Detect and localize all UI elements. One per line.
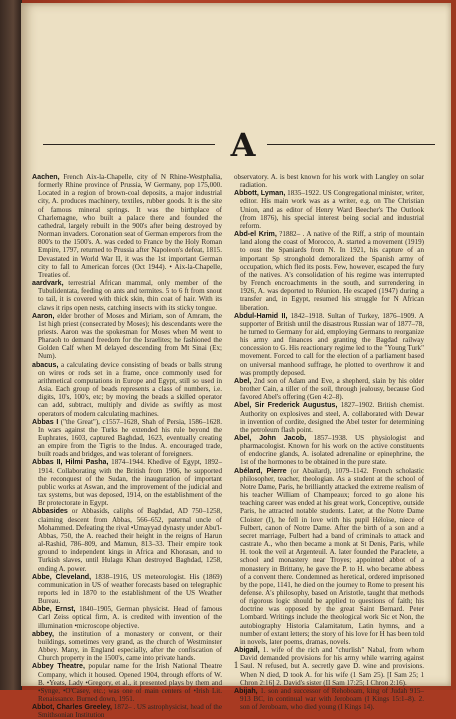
entry-definition: 2nd son of Adam and Eve, a shepherd, slain by his older brother Cain, a tiller of the soil, through jealousy, because God favored Abel's offering (Gen 4:2–8).: [240, 376, 424, 402]
section-header: [43, 125, 435, 165]
entry-definition: French Aix-la-Chapelle, city of N Rhine-Westphalia, formerly Rhine province of Prussia, W Germany, pop 175,000. Located in a region of brown-coal deposits, a major industrial city, A. produces machinery, textiles, rubber goods. It is the site of famous mineral springs. It was the birthplace of Charlemagne, who built a palace there and founded the cathedral, largely rebuilt in the 900's after being destroyed by Norman invaders. Coronation seat of German emperors from the 800's to the 1500's. A. was ceded to France by the Holy Roman Empire, 1797, returned to Prussia after Napoleon's defeat, 1815. Devastated in World War II, it was the 1st important German city to fall to American forces (Oct 1944). • Aix-la-Chapelle, Treaties of.: [38, 173, 222, 279]
dictionary-entry: [32, 605, 222, 629]
entry-definition: or Abbasids, caliphs of Baghdad, AD 750–1258, claiming descent from Abbas, 566–652, paternal uncle of Mohammed. Defeating the rival •Umayyad dynasty under Abu'l-Abbas, 750, the A. reached their height in the reigns of Harun al-Rashid, 786–809, and Mamun, 813–33. Their empire took ground to independent kings in Africa and Khorasan, and to Turkish slaves, until Hulagu Khan destroyed Baghdad, 1258, ending A. power.: [38, 507, 222, 573]
entry-headword: Abigail,: [234, 646, 260, 655]
entry-definition: ?1882– . A native of the Riff, a strip of mountain land along the coast of Morocco, A. started a movement (1919) to oust the Spaniards from N. In 1921, his capture of an important Sp stronghold demoralized the Spanish army of occupation, which fled its posts. Few, however, escaped the fury of the natives. A's consolidation of his regime was interrupted by French encroachments in the south, and surrendering in 1926, A. was deported to Réunion. He escaped (1947) during a transfer and, in Egypt, resumed his struggle for N African liberation.: [240, 230, 424, 312]
dictionary-entry: [234, 312, 424, 377]
entry-headword: Abbott, Lyman,: [234, 189, 286, 198]
dictionary-entry: [32, 361, 222, 418]
entry-definition: a calculating device consisting of beads or balls strung on wires or rods set in a frame, once commonly used for arithmetical computations in Europe and Egypt, still so used in Asia. Each group of beads represents a class of numbers, i.e. digits, 10's, 100's, etc; by moving the beads a skilled operator can add, subtract, multiply and divide as swiftly as most operators of modern calculating machines.: [38, 360, 222, 418]
entry-definition: observatory. A. is best known for his work with Langley on solar radiation.: [234, 173, 424, 190]
entry-headword: Abijah,: [234, 686, 258, 695]
entry-headword: Abdul-Hamid II,: [234, 311, 288, 320]
dictionary-entry: [234, 687, 424, 711]
dictionary-entry: [234, 467, 424, 646]
entry-headword: Abel, John Jacob,: [234, 434, 307, 442]
dictionary-entry: [234, 173, 424, 189]
book-spine: [0, 0, 22, 690]
entry-headword: abacus,: [32, 360, 59, 369]
entry-definition: 1. wife of the rich and "churlish" Nabal, from whom David demanded provisions for his army while warring against Saul. N refused, but A. secretly gave D. wine and provisions. When N died, D took A. for his wife (1 Sam 25). [I Sam 25; 1 Chron 2:16] 2. David's sister (II Sam 17:25; I Chron 2:16).: [240, 646, 424, 687]
entry-definition: 1857–1938. US physiologist and pharmacologist. Known for his work on the active constituents of endocrine glands, A. isolated adrenaline or epinephrine, the 1st of the hormones to be obtained in the pure state.: [240, 434, 424, 467]
dictionary-entry: [32, 630, 222, 663]
entry-headword: Abel, Sir Frederick Augustus,: [234, 401, 338, 410]
entry-headword: Abbe, Ernst,: [32, 605, 76, 614]
entry-headword: Abélard, Pierre: [234, 466, 287, 475]
dictionary-entry: [32, 703, 222, 719]
entry-headword: Abbot, Charles Greeley,: [32, 703, 112, 712]
entry-headword: Aachen,: [32, 173, 60, 181]
page-number: 1: [233, 660, 239, 670]
left-column: [32, 173, 223, 719]
entry-headword: Abd-el Krim,: [234, 230, 277, 239]
dictionary-entry: [234, 189, 424, 230]
entry-definition: popular name for the Irish National Theatre Company, which it housed. Opened 1904, through efforts of W. B. •Yeats, Lady •Gregory, et al., it presented plays by them and •Synge, •O'Casey, etc.; was one of main centers of •Irish Lit. Renaissance. Burned down, 1951.: [38, 662, 222, 703]
dictionary-entry: [32, 279, 222, 312]
dictionary-entry: [32, 507, 222, 572]
entry-definition: 1840–1905, German physicist. Head of famous Carl Zeiss optical firm, A. is credited with invention of the illumination •microscope objective.: [38, 605, 223, 630]
entry-definition: 1835–1922. US Congregational minister, writer, editor. His main work was as a writer, e.g. on The Christian Union, and as editor of Henry Ward Beecher's The Outlook (from 1876), his special interest being social and industrial reform.: [240, 189, 424, 230]
entry-headword: Abel,: [234, 376, 252, 385]
header-rule-right: [267, 144, 435, 145]
dictionary-entry: [234, 434, 424, 467]
entry-headword: Abbasides: [32, 507, 68, 516]
dictionary-entry: [234, 230, 424, 312]
entry-headword: aardvark,: [32, 279, 64, 288]
entry-definition: 1827–1902. British chemist. Authority on explosives and steel, A. collaborated with Dewar in invention of cordite, designed the Abel tester for determining the petroleum flash point.: [240, 401, 424, 434]
section-letter: A: [230, 126, 256, 164]
entry-definition: elder brother of Moses and Miriam, son of Amram, the 1st high priest (consecrated by Moses); his descendants were the priests. Aaron was the spokesman for Moses when M went to Pharaoh to demand freedom for the Israelites; he fashioned the Golden Calf when M delayed descending from Mt Sinai (Ex; Num).: [38, 311, 222, 361]
entry-definition: 1842–1918. Sultan of Turkey, 1876–1909. A supporter of British until the disastrous Russian war of 1877–78, he turned to Germany for aid, employing Germans to reorganize his army and finances and granting the Bagdad railway concession to G. His reactionary regime led to the "Young Turk" movement. Forced to call for the election of a parliament based on universal manhood suffrage, he plotted to overthrow it and was promptly deposed.: [240, 311, 424, 377]
entry-headword: Abbey Theatre,: [32, 662, 85, 671]
dictionary-entry: [32, 458, 222, 507]
entry-definition: 1. son and successor of Rehoboam, king of Judah 915–913 BC, in continual war with Jeroboam (I Kings 15:1–8). 2. son of Jeroboam, who died young (I Kings 14).: [240, 686, 424, 712]
header-rule-left: [43, 144, 215, 145]
entry-definition: 1838–1916, US meteorologist. His (1869) communication in US of weather forecasts based on telegraphic reports led in 1870 to the establishment of the US Weather Bureau.: [38, 572, 222, 606]
entry-definition: the institution of a monastery or convent, or their buildings, sometimes very grand, as the church of Westminster Abbey. Many, in England especially, after the confiscation of Church property in the 1500's, came into private hands.: [38, 629, 223, 663]
dictionary-entry: [234, 401, 424, 434]
dictionary-entry: [32, 312, 222, 361]
entry-headword: Abbe, Cleveland,: [32, 572, 92, 581]
dictionary-entry: [32, 418, 222, 459]
dictionary-entry: [32, 173, 222, 279]
dictionary-entry: [32, 573, 222, 606]
entry-definition: (or Abailard), 1079–1142. French scholastic philosopher, teacher, theologian. As a student at the school of Notre Dame, Paris, he brilliantly attacked the extreme realism of his teacher William of Champeaux; forced to go alone his teaching career was ended at his great work, Conceptive, outside Paris, he attracted notable students. Later, at the Notre Dame Cloister (I), he fell in love with his pupil Héloïse, niece of Fulbert, canon of Notre Dame. After the birth of a son and a secret marriage, Fulbert had a band of criminals to attack and castrate A., who then became a monk at St Denis, Paris, while H. took the veil at Argenteuil. A. later founded the Paraclete, a school and monastery near Troyes; appointed abbot of a monastery in Brittany, he gave the P. to H. who became abbess of a convent there. Condemned as heretical, ordered imprisoned by the pope, 1141, he died on the journey to Rome to present his defense. A's philosophy, based on Aristotle, taught that methods of rigorous logic should be applied to questions of faith; his doctrine was opposed by the great Saint Bernard. Peter Lombard. Writings include the theological work Sic et Non, the autobiography Historia Calamitatum, Latin hymns, and a number of extant letters; the story of his love for H has been told in novels, later poems, dramas, novels.: [240, 466, 425, 646]
entry-headword: abbey,: [32, 629, 54, 638]
entry-headword: Abbas I: [32, 417, 59, 426]
entry-definition: 1872– . US astrophysicist, head of the Smithsonian Institution: [38, 703, 222, 719]
right-column: [234, 173, 425, 712]
entry-definition: terrestrial African mammal, only member of the Tubulidentata, feeding on ants and termites. 5 to 6 ft from snout to tail, it is covered with thick skin, thin coat of hair. With its claws it rips open nests, catching insects with its sticky tongue.: [38, 279, 222, 312]
entry-headword: Abbas II, Hilmi Pasha,: [32, 458, 109, 467]
dictionary-entry: [234, 377, 424, 401]
entry-headword: Aaron,: [32, 311, 55, 320]
dictionary-page: [21, 3, 451, 719]
entry-definition: 1874–1944. Khedive of Egypt, 1892–1914. Collaborating with the British from 1906, he supported the reconquest of the Sudan, the inauguration of important public works at Aswan, and the improvement of the judicial and tax systems, but was deposed, 1914, on the establishment of the Br protectorate in Egypt.: [38, 458, 222, 508]
entry-definition: ("the Great"), c1557–1628, Shah of Persia, 1586–1628. In wars against the Turks he extended his rule beyond the Euphrates, 1603, captured Baghdad, 1623, eventually creating an empire from the Tigris to the Indus. A. encouraged trade, built roads and bridges, and was tolerant of foreigners.: [38, 417, 222, 459]
